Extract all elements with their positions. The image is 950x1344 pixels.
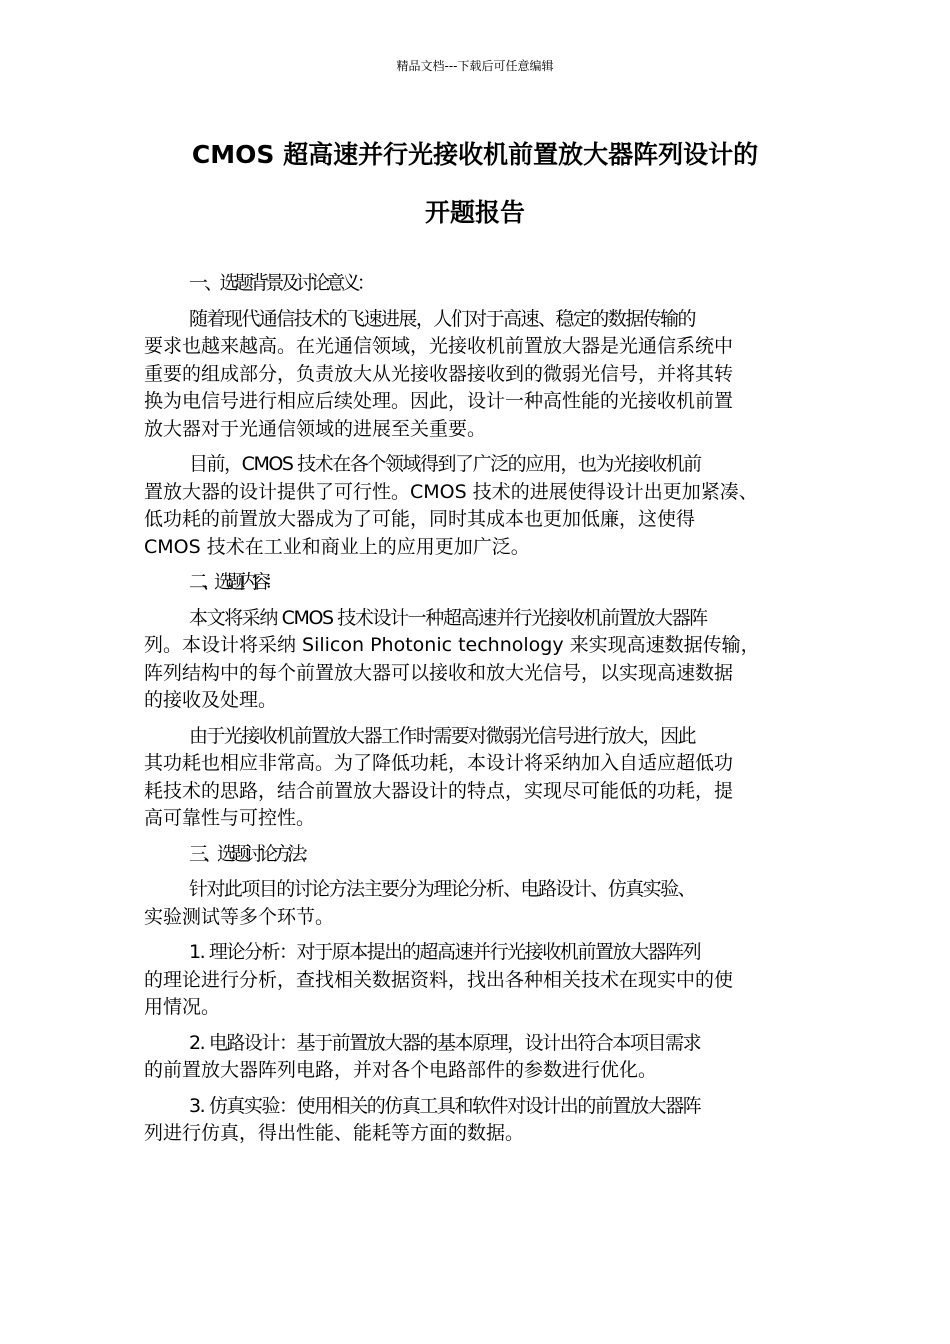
text-line: 置放大器的设计提供了可行性。CMOS 技术的进展使得设计出更加紧凑、: [144, 480, 758, 503]
text-line: 1. 理论分析：对于原本提出的超高速并行光接收机前置放大器阵列: [189, 941, 701, 963]
text-line: 三、选题讨论方法：: [189, 842, 316, 865]
paragraph: [144, 451, 806, 561]
section-heading-content: [144, 569, 806, 597]
text-line: 列。本设计将采纳 Silicon Photonic technology 来实现高速数据传输，: [144, 634, 760, 656]
text-line: 一、选题背景及讨论意义：: [189, 272, 373, 294]
text-line: 阵列结构中的每个前置放大器可以接收和放大光信号，以实现高速数据: [144, 661, 734, 684]
list-item-theory: [144, 939, 806, 1022]
text-line: 的接收及处理。: [144, 689, 278, 711]
text-line: 3. 仿真实验：使用相关的仿真工具和软件对设计出的前置放大器阵: [189, 1094, 701, 1117]
document-body: [144, 270, 806, 1156]
list-item-simulation: [144, 1093, 806, 1148]
text-line: 高可靠性与可控性。: [144, 807, 316, 829]
header-note: 精品文档---下载后可任意编辑: [396, 59, 554, 73]
text-line: 列进行仿真，得出性能、能耗等方面的数据。: [144, 1122, 525, 1144]
list-item-circuit: [144, 1030, 806, 1085]
section-heading-background: [144, 270, 806, 298]
text-line: 其功耗也相应非常高。为了降低功耗，本设计将采纳加入自适应超低功: [144, 752, 734, 774]
paragraph: [144, 605, 806, 715]
text-line: CMOS 技术在工业和商业上的应用更加广泛。: [144, 535, 530, 558]
paragraph: [144, 306, 806, 444]
text-line: 针对此项目的讨论方法主要分为理论分析、电路设计、仿真实验、: [189, 878, 696, 900]
text-line: 重要的组成部分，负责放大从光接收器接收到的微弱光信号，并将其转: [144, 362, 734, 385]
text-line: 要求也越来越高。在光通信领域，光接收机前置放大器是光通信系统中: [144, 335, 734, 357]
text-line: 放大器对于光通信领域的进展至关重要。: [144, 417, 487, 440]
text-line: 用情况。: [144, 996, 221, 1018]
paragraph: [144, 723, 806, 833]
document-title-line-2: 开题报告: [424, 198, 525, 227]
text-line: 二、选题内容：: [189, 571, 278, 593]
text-line: 的理论进行分析，查找相关数据资料，找出各种相关技术在现实中的使: [144, 968, 734, 991]
text-line: 的前置放大器阵列电路，并对各个电路部件的参数进行优化。: [144, 1059, 658, 1081]
text-line: 本文将采纳 CMOS 技术设计一种超高速并行光接收机前置放大器阵: [189, 606, 707, 629]
text-line: 耗技术的思路，结合前置放大器设计的特点，实现尽可能低的功耗，提: [144, 779, 734, 802]
section-heading-method: [144, 841, 806, 869]
text-line: 换为电信号进行相应后续处理。因此，设计一种高性能的光接收机前置: [144, 390, 734, 412]
text-line: 随着现代通信技术的飞速进展，人们对于高速、稳定的数据传输的: [189, 307, 696, 330]
document-title-line-1: CMOS 超高速并行光接收机前置放大器阵列设计的: [191, 140, 759, 169]
text-line: 由于光接收机前置放大器工作时需要对微弱光信号进行放大，因此: [189, 724, 696, 747]
text-line: 实验测试等多个环节。: [144, 905, 335, 928]
text-line: 低功耗的前置放大器成为了可能，同时其成本也更加低廉，这使得: [144, 508, 696, 530]
paragraph: [144, 876, 806, 931]
text-line: 目前，CMOS 技术在各个领域得到了广泛的应用，也为光接收机前: [189, 453, 701, 475]
text-line: 2. 电路设计：基于前置放大器的基本原理，设计出符合本项目需求: [189, 1031, 701, 1054]
